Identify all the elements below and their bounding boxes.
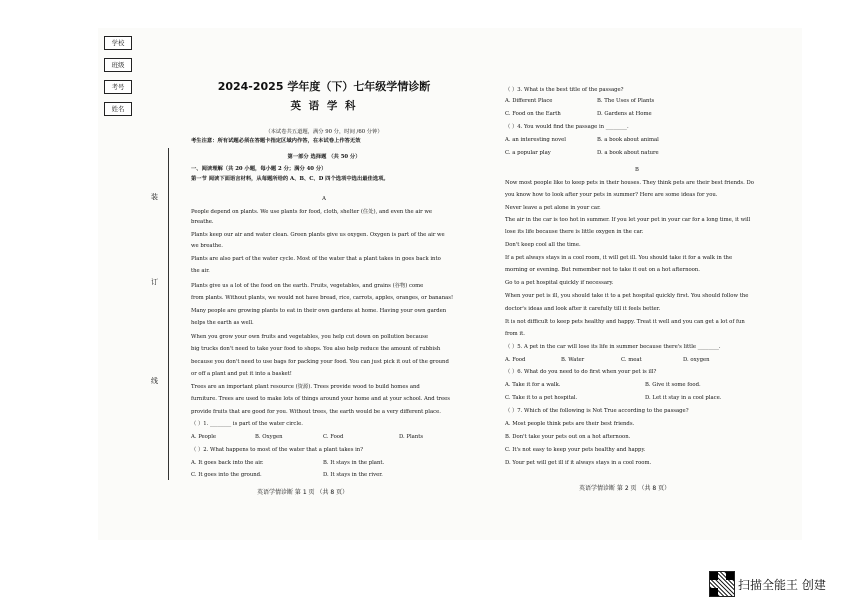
passage-a-line: furniture. Trees are used to make lots of things around your home and at your school. And trees: [191, 396, 451, 402]
q1-option-d: D. Plants: [399, 434, 424, 440]
binding-mark-xian: 线: [151, 377, 158, 385]
passage-b-line: you know how to look after your pets in summer? Here are some ideas for you.: [505, 192, 718, 198]
q6-option-a: A. Take it for a walk.: [505, 382, 561, 388]
passage-a-line: Plants are also part of the water cycle. Most of the water that a plant takes in goes back into: [191, 256, 441, 262]
q7-option-a: A. Most people think pets are their best friends.: [505, 421, 635, 427]
exam-title: 2024-2025 学年度（下）七年级学情诊断: [217, 80, 431, 93]
name-label-box: 姓名: [104, 102, 132, 116]
passage-a-line: because you don't need to use bags for packing your food. You can just pick it out of the ground: [191, 359, 449, 365]
binding-line: [168, 148, 169, 480]
passage-a-line: When you grow your own fruits and vegetables, you help cut down on pollution because: [191, 334, 429, 340]
passage-a-line: Plants give us a lot of the food on the earth. Fruits, vegetables, and grains (谷物) come: [191, 283, 424, 289]
part-1-heading: 第一部分 选择题 （共 50 分）: [287, 154, 361, 160]
q5-option-a: A. Food: [505, 357, 526, 363]
passage-b-line: doctor's ideas and look after it carefully till it feels better.: [505, 306, 661, 312]
q7-option-c: C. It's not easy to keep your pets healthy and happy.: [505, 447, 646, 453]
passage-a-line: provide fruits that are good for you. Without trees, the earth would be a very different place.: [191, 409, 441, 415]
q3-option-d: D. Gardens at Home: [597, 111, 652, 117]
exam-notice: 考生注意：所有试题必须在答题卡指定区域内作答，在本试卷上作答无效: [191, 138, 361, 144]
passage-b-label: B: [635, 167, 639, 173]
passage-b-line: Go to a pet hospital quickly if necessary.: [505, 280, 614, 286]
scanner-watermark: 扫描全能王 创建: [738, 578, 826, 592]
passage-a-line: or off a plant and put it into a basket!: [191, 371, 292, 377]
section-1-heading: 一、阅读理解（共 20 小题，每小题 2 分；满分 40 分）: [191, 166, 327, 172]
q2-option-c: C. It goes into the ground.: [191, 472, 262, 478]
passage-b-line: When your pet is ill, you should take it to a pet hospital quickly first. You should follow the: [505, 293, 749, 299]
q2-option-d: D. It stays in the river.: [323, 472, 383, 478]
question-6: （ ）6. What do you need to do first when your pet is ill?: [505, 369, 657, 375]
passage-a-line: big trucks don't need to take your food to shops. You also help reduce the amount of rubbish: [191, 346, 441, 352]
binding-mark-ding: 订: [151, 278, 158, 286]
passage-b-line: The air in the car is too hot in summer. If you let your pet in your car for a long time, it will: [505, 217, 751, 223]
exam-number-label-box: 考号: [104, 80, 132, 94]
q5-option-d: D. oxygen: [683, 357, 710, 363]
passage-a-line: Trees are an important plant resource (资源). Trees provide wood to build homes and: [191, 384, 420, 390]
passage-a-line: breathe.: [191, 219, 214, 225]
passage-a-line: the air.: [191, 268, 210, 274]
q4-option-b: B. a book about animal: [597, 137, 659, 143]
passage-a-line: we breathe.: [191, 243, 223, 249]
q5-option-c: C. meat: [621, 357, 642, 363]
class-label-box: 班级: [104, 58, 132, 72]
q4-option-c: C. a popular play: [505, 150, 551, 156]
passage-a-line: People depend on plants. We use plants for food, cloth, shelter (住处), and even the air we: [191, 209, 433, 215]
qr-code-icon: [709, 571, 735, 597]
q1-option-b: B. Oxygen: [255, 434, 283, 440]
passage-b-line: morning or evening. But remember not to take it out on a hot afternoon.: [505, 267, 700, 273]
page-1-footer: 英语学情诊断 第 1 页 （共 8 页）: [257, 489, 349, 496]
q4-option-a: A. an interesting novel: [505, 137, 566, 143]
q1-option-c: C. Food: [323, 434, 344, 440]
question-4: （ ）4. You would find the passage in ________.: [505, 124, 629, 130]
q3-option-a: A. Different Place: [505, 98, 553, 104]
passage-b-line: Never leave a pet alone in your car.: [505, 205, 601, 211]
question-3: （ ）3. What is the best title of the passage?: [505, 87, 624, 93]
q6-option-d: D. Let it stay in a cool place.: [645, 395, 722, 401]
passage-a-line: helps the earth as well.: [191, 320, 254, 326]
school-label-box: 学校: [104, 36, 132, 50]
q6-option-c: C. Take it to a pet hospital.: [505, 395, 578, 401]
question-2: （ ）2. What happens to most of the water that a plant takes in?: [191, 447, 364, 453]
passage-a-line: from plants. Without plants, we would not have bread, rice, carrots, apples, oranges, or bananas!: [191, 295, 454, 301]
question-1: （ ）1. ________ is part of the water circle.: [191, 421, 303, 427]
passage-a-line: Many people are growing plants to eat in their own gardens at home. Having your own garden: [191, 308, 447, 314]
passage-b-line: lose its life because there is little oxygen in the car.: [505, 229, 644, 235]
passage-b-line: from it.: [505, 331, 525, 337]
q2-option-a: A. It goes back into the air.: [191, 460, 264, 466]
question-7: （ ）7. Which of the following is Not True according to the passage?: [505, 408, 689, 414]
q2-option-b: B. It stays in the plant.: [323, 460, 385, 466]
q3-option-c: C. Food on the Earth: [505, 111, 561, 117]
q3-option-b: B. The Uses of Plants: [597, 98, 655, 104]
binding-mark-zhuang: 装: [151, 193, 158, 201]
passage-b-line: Now most people like to keep pets in their houses. They think pets are their best friends. Do: [505, 180, 754, 186]
page-2-footer: 英语学情诊断 第 2 页 （共 8 页）: [579, 485, 671, 492]
passage-b-line: Don't keep cool all the time.: [505, 242, 581, 248]
q7-option-d: D. Your pet will get ill if it always stays in a cool room.: [505, 460, 652, 466]
passage-a-line: Plants keep our air and water clean. Green plants give us oxygen. Oxygen is part of the air we: [191, 232, 445, 238]
q4-option-d: D. a book about nature: [597, 150, 659, 156]
q6-option-b: B. Give it some food.: [645, 382, 701, 388]
passage-b-line: If a pet always stays in a cool room, it will get ill. You should take it for a walk in the: [505, 255, 733, 261]
q1-option-a: A. People: [191, 434, 217, 440]
passage-b-line: It is not difficult to keep pets healthy and happy. Treat it well and you can get a lot of fun: [505, 319, 745, 325]
exam-info: （本试卷共五道题，满分 90 分，时间 /60 分钟）: [265, 129, 383, 135]
passage-a-label: A: [322, 196, 326, 202]
q7-option-b: B. Don't take your pets out on a hot afternoon.: [505, 434, 631, 440]
q5-option-b: B. Water: [561, 357, 585, 363]
subject-title: 英 语 学 科: [290, 100, 358, 112]
question-5: （ ）5. A pet in the car will lose its life in summer because there's little ________.: [505, 344, 721, 350]
section-1-instruction: 第一节 阅读下面语言材料，从每题所给的 A、B、C、D 四个选项中选出最佳选项。: [191, 176, 389, 182]
